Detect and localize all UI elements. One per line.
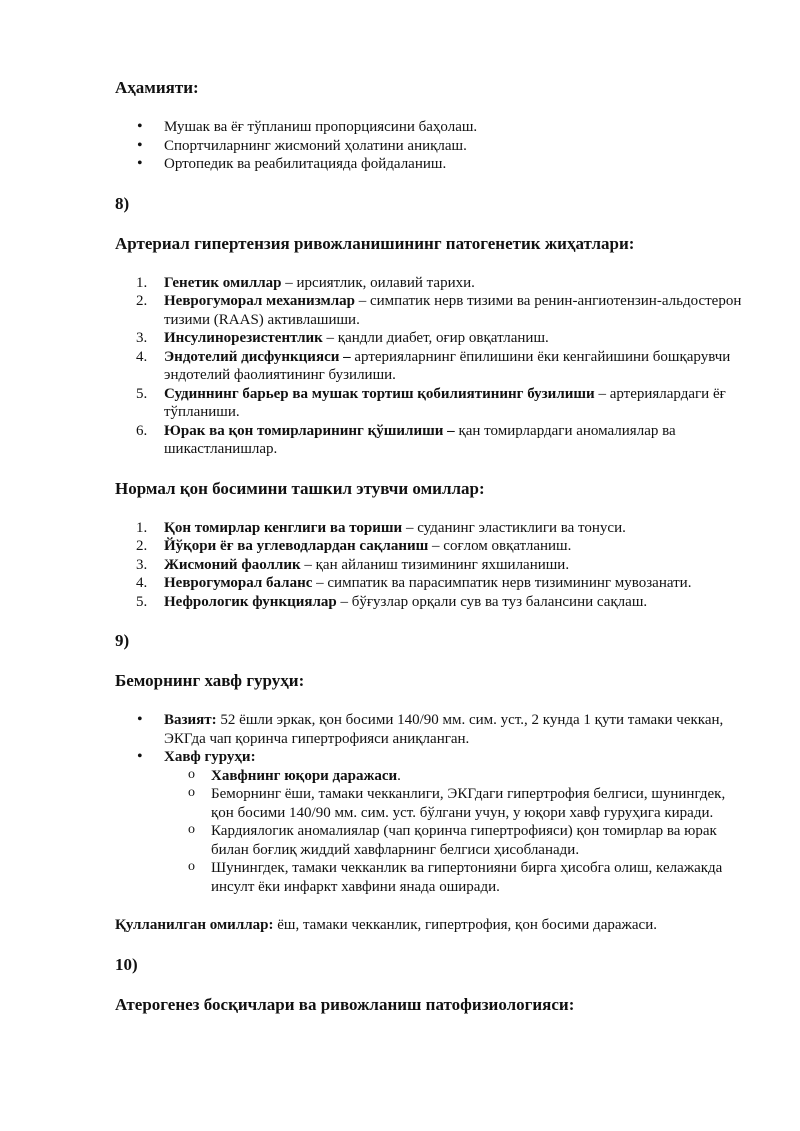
item-number: 6. <box>136 422 148 439</box>
list-item <box>136 593 745 612</box>
item-text: – қандли диабет, оғир овқатланиш. <box>322 330 549 346</box>
item-term: Эндотелий дисфункцияси – <box>164 348 351 365</box>
list-item <box>136 274 745 293</box>
importance-heading: Аҳамияти: <box>115 78 199 97</box>
risk-label: Хавф гуруҳи: <box>164 749 256 765</box>
risk-group-list <box>115 711 745 896</box>
list-item: • Мушак ва ёғ тўпланиш пропорциясини баҳолаш. <box>164 118 745 137</box>
risk-group-heading: Беморнинг хавф гуруҳи: <box>115 671 305 690</box>
section-number-10: 10) <box>115 954 138 974</box>
list-item: • Ортопедик ва реабилитацияда фойдаланиш. <box>164 155 745 174</box>
list-item <box>136 556 745 575</box>
list-item-risk-group <box>164 748 745 896</box>
item-number: 1. <box>136 519 148 536</box>
list-item <box>136 385 745 422</box>
list-item <box>136 537 745 556</box>
normal-pressure-heading: Нормал қон босимини ташкил этувчи омиллар: <box>115 478 485 498</box>
document-body <box>115 78 745 1015</box>
list-item <box>136 348 745 385</box>
item-term: Нефрологик функциялар <box>164 593 337 610</box>
item-number: 3. <box>136 556 148 573</box>
normal-pressure-list <box>115 519 745 612</box>
item-text: – симпатик нерв тизими ва ренин-ангиотензин-альдостерон тизими (RAAS) активлашиши. <box>164 293 742 328</box>
item-number: 3. <box>136 330 148 346</box>
item-number: 1. <box>136 274 148 291</box>
list-item <box>136 519 745 538</box>
risk-level-period: . <box>397 767 401 784</box>
risk-sublist <box>164 767 745 897</box>
item-number: 4. <box>136 348 148 365</box>
item-number: 5. <box>136 593 148 610</box>
item-text: артерияларнинг ёпилишини ёки кенгайишини бошқарувчи эндотелий фаолиятининг бузилиши. <box>164 348 731 383</box>
section-number-9: 9) <box>115 631 130 650</box>
sub-item: o Беморнинг ёши, тамаки чекканлиги, ЭКГдаги гипертрофия белгиси, шунингдек, қон босими 140/90 мм. сим. уст. бўлгани учун, у юқори хавф гуруҳига киради. <box>211 785 745 822</box>
item-term: Юрак ва қон томирларининг қўшилиши – <box>164 422 455 439</box>
importance-list <box>115 118 745 174</box>
item-term: Қон томирлар кенглиги ва ториши <box>164 519 403 536</box>
item-number: 4. <box>136 575 148 591</box>
item-text: – суданинг эластиклиги ва тонуси. <box>402 519 626 536</box>
sub-item <box>211 767 745 786</box>
item-term: Жисмоний фаоллик <box>164 556 301 573</box>
factors-text: ёш, тамаки чекканлик, гипертрофия, қон босими даражаси. <box>273 917 657 933</box>
item-text: – артериялардаги ёғ тўпланиши. <box>164 385 726 420</box>
list-item <box>136 574 745 593</box>
list-item <box>136 329 745 348</box>
list-item <box>136 422 745 459</box>
item-text: – бўғузлар орқали сув ва туз балансини сақлаш. <box>336 593 648 610</box>
item-term: Йўқори ёғ ва углеводлардан сақланиш <box>164 538 429 554</box>
item-text: – соғлом овқатланиш. <box>428 538 572 554</box>
list-item <box>136 292 745 329</box>
item-text: – ирсиятлик, оилавий тарихи. <box>281 274 475 291</box>
item-text: қан томирлардаги аномалиялар ва шикастланишлар. <box>164 422 676 457</box>
list-item-situation <box>164 711 745 748</box>
sub-item: o Шунингдек, тамаки чекканлик ва гипертонияни бирга ҳисобга олиш, келажакда инсулт ёки инфаркт хавфини янада оширади. <box>211 859 745 896</box>
item-text: – қан айланиш тизимининг яхшиланиши. <box>300 556 570 573</box>
item-term: Судиннинг барьер ва мушак тортиш қобилиятининг бузилиши <box>164 385 595 402</box>
risk-level: Хавфнинг юқори даражаси <box>211 767 398 784</box>
item-term: Генетик омиллар <box>164 274 282 291</box>
sub-item: o Кардиялогик аномалиялар (чап қоринча гипертрофияси) қон томирлар ва юрак билан боғлиқ жиддий хавфларнинг белгиси ҳисобланади. <box>211 822 745 859</box>
situation-text: 52 ёшли эркак, қон босими 140/90 мм. сим. уст., 2 кунда 1 қути тамаки чеккан, ЭКГда чап қоринча гипертрофияси аниқланган. <box>164 712 724 747</box>
factors-label: Қулланилган омиллар: <box>115 917 274 933</box>
item-term: Неврогуморал баланс <box>164 575 313 591</box>
section-number-8: 8) <box>115 193 130 213</box>
item-term: Неврогуморал механизмлар <box>164 293 355 309</box>
item-text: – симпатик ва парасимпатик нерв тизимининг мувозанати. <box>312 575 692 591</box>
list-item: • Спортчиларнинг жисмоний ҳолатини аниқлаш. <box>164 137 745 156</box>
item-number: 5. <box>136 385 148 402</box>
item-number: 2. <box>136 293 148 309</box>
hypertension-heading: Артериал гипертензия ривожланишининг патогенетик жиҳатлари: <box>115 233 635 253</box>
item-term: Инсулинорезистентлик <box>164 330 323 346</box>
item-number: 2. <box>136 538 148 554</box>
applied-factors <box>115 916 745 935</box>
hypertension-list <box>115 274 745 459</box>
atherogenesis-heading: Атерогенез босқичлари ва ривожланиш патофизиологияси: <box>115 994 575 1014</box>
situation-label: Вазият: <box>164 712 217 728</box>
